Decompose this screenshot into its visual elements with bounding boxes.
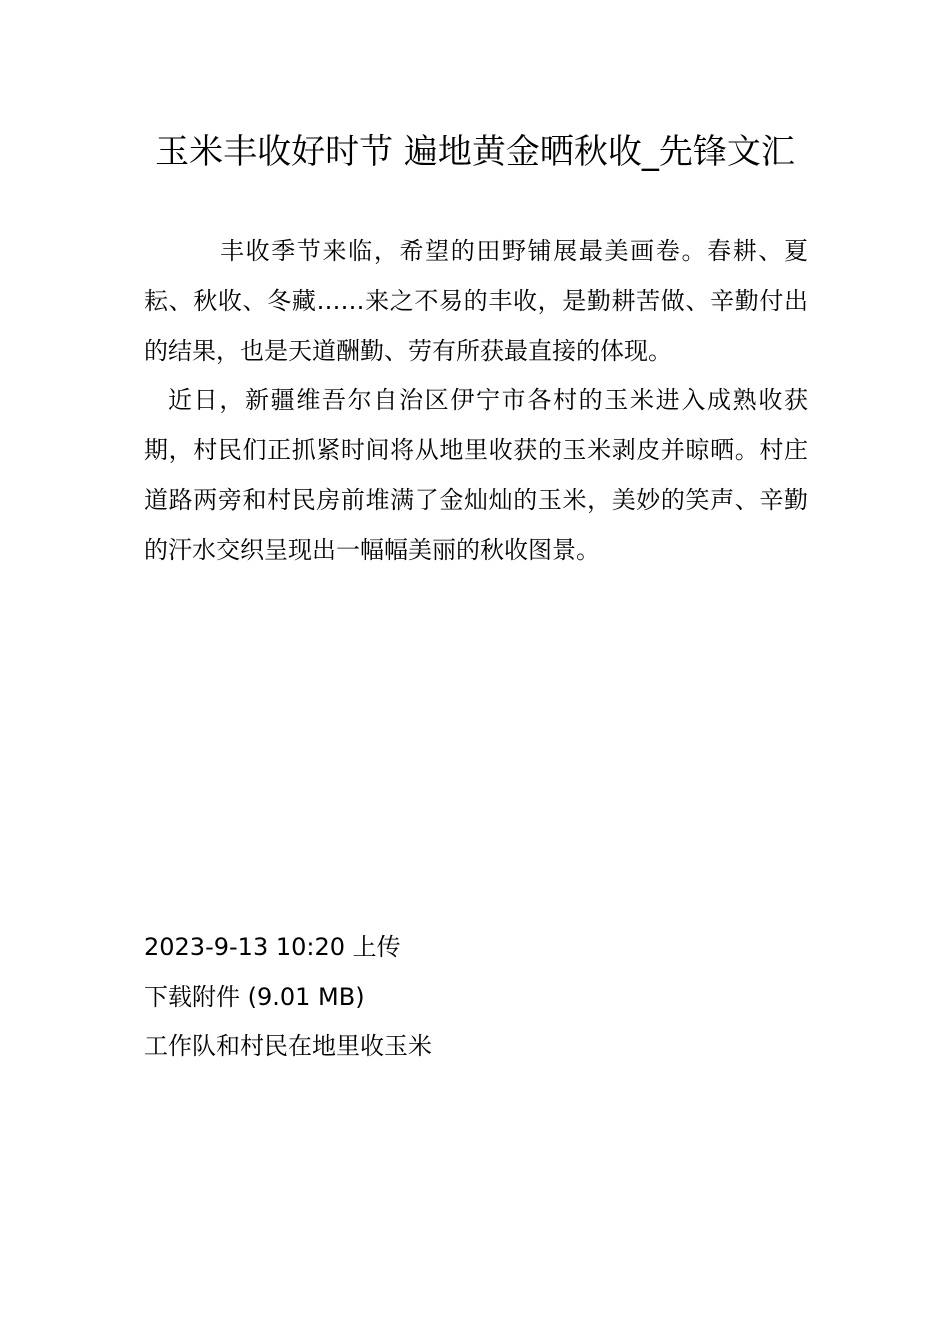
upload-timestamp: 2023-9-13 10:20 上传 (144, 933, 401, 961)
download-attachment-link[interactable]: 下载附件 (9.01 MB) (144, 983, 365, 1011)
article-paragraph-1: 丰收季节来临，希望的田野铺展最美画卷。春耕、夏耘、秋收、冬藏……来之不易的丰收，是勤耕苦做、辛勤付出的结果，也是天道酬勤、劳有所获最直接的体现。 (144, 237, 808, 365)
article-paragraph-2: 近日，新疆维吾尔自治区伊宁市各村的玉米进入成熟收获期，村民们正抓紧时间将从地里收获的玉米剥皮并晾晒。村庄道路两旁和村民房前堆满了金灿灿的玉米，美妙的笑声、辛勤的汗水交织呈现出一幅幅美丽的秋收图景。 (144, 386, 808, 564)
article-title: 玉米丰收好时节 遍地黄金晒秋收_先锋文汇 (155, 132, 795, 172)
image-caption: 工作队和村民在地里收玉米 (144, 1032, 432, 1060)
